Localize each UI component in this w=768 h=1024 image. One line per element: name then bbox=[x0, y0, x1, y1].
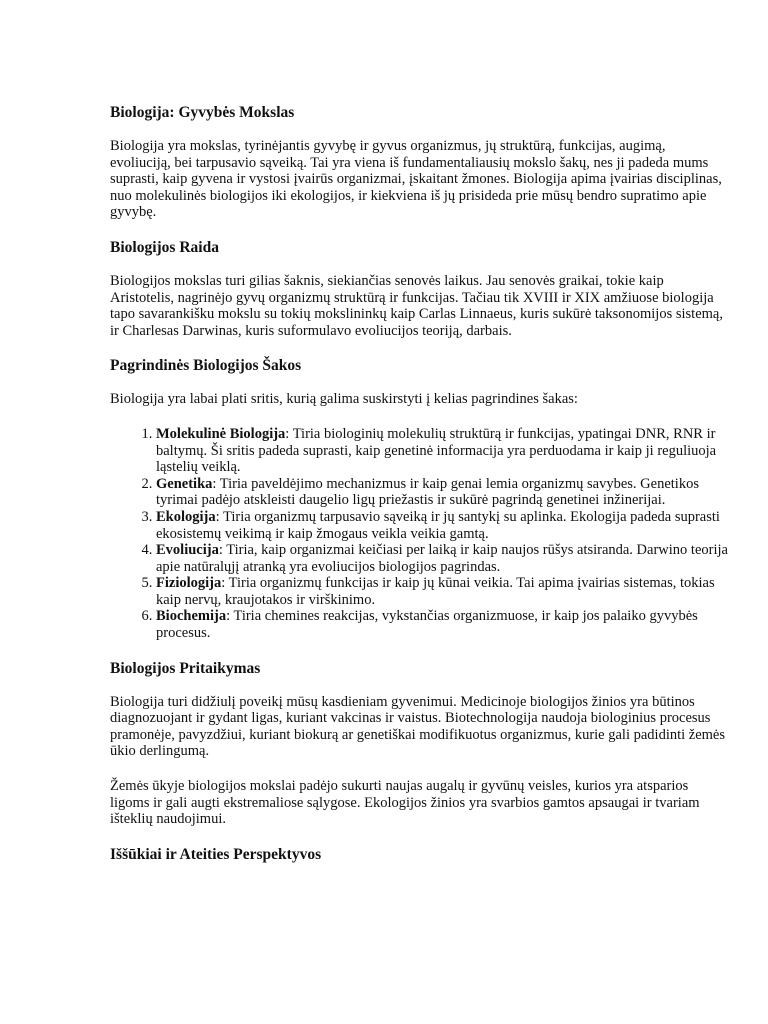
list-item-text: : Tiria biologinių molekulių struktūrą ir funkcijas, ypatingai DNR, RNR ir baltymų. Ši sritis padeda suprasti, kaip genetinė informacija yra perduodama ir kaip ji reguliuoja ląstelių veiklą. bbox=[156, 425, 717, 476]
document-page bbox=[110, 104, 728, 880]
branches-list bbox=[110, 426, 728, 642]
list-item-text: : Tiria paveldėjimo mechanizmus ir kaip genai lemia organizmų savybes. Genetikos tyrimai padėjo atskleisti daugelio ligų priežastis ir sukūrė pagrindą genetinei inžinerijai. bbox=[156, 475, 699, 509]
list-item-text: : Tiria organizmų funkcijas ir kaip jų kūnai veikia. Tai apima įvairias sistemas, tokias kaip nervų, kraujotakos ir virškinimo. bbox=[156, 575, 715, 608]
list-item bbox=[156, 608, 728, 641]
section-heading: Biologija: Gyvybės Mokslas bbox=[110, 104, 295, 121]
list-item-term: Biochemija bbox=[156, 608, 227, 625]
section-heading: Biologijos Pritaikymas bbox=[110, 659, 261, 677]
list-item-term: Molekulinė Biologija bbox=[156, 425, 286, 442]
section-heading: Iššūkiai ir Ateities Perspektyvos bbox=[110, 845, 322, 863]
list-item-text: : Tiria chemines reakcijas, vykstančias organizmuose, ir kaip jos palaiko gyvybės procesus. bbox=[156, 608, 698, 642]
list-item-term: Genetika bbox=[156, 475, 213, 492]
paragraph: Žemės ūkyje biologijos mokslai padėjo sukurti naujas augalų ir gyvūnų veisles, kurios yra atsparios ligoms ir gali augti ekstremaliose sąlygose. Ekologijos žinios yra svarbios gamtos apsaugai ir tvariam išteklių naudojimui. bbox=[110, 778, 700, 828]
list-item bbox=[156, 575, 728, 608]
paragraph: Biologijos mokslas turi gilias šaknis, siekiančias senovės laikus. Jau senovės graikai, tokie kaip Aristotelis, nagrinėjo gyvų organizmų struktūrą ir funkcijas. Tačiau tik XVIII ir XIX amžiuose biologija tapo savarankišku mokslu su tokių mokslininkų kaip Carlas Linnaeus, kuris sukūrė taksonomijos sistemą, ir Charlesas Darwinas, kuris suformulavo evoliucijos teoriją, darbais. bbox=[110, 272, 723, 339]
paragraph: Biologija yra mokslas, tyrinėjantis gyvybę ir gyvus organizmus, jų struktūrą, funkcijas, augimą, evoliuciją, bei tarpusavio sąveiką. Tai yra viena iš fundamentaliausių mokslo šakų, nes ji padeda mums suprasti, kaip gyvena ir vystosi įvairūs organizmai, įskaitant žmones. Biologija apima įvairias disciplinas, nuo molekulinės biologijos iki ekologijos, ir kiekviena iš jų prisideda prie mūsų bendro supratimo apie gyvybę. bbox=[110, 138, 722, 221]
section-heading: Biologijos Raida bbox=[110, 238, 219, 256]
list-item-text: : Tiria organizmų tarpusavio sąveiką ir jų santykį su aplinka. Ekologija padeda suprasti ekosistemų veikimą ir kaip žmogaus veikla veikia gamtą. bbox=[156, 508, 720, 542]
list-item bbox=[156, 542, 728, 575]
list-item bbox=[156, 509, 728, 542]
list-item-term: Fiziologija bbox=[156, 575, 222, 592]
list-item-term: Ekologija bbox=[156, 508, 216, 525]
list-item-term: Evoliucija bbox=[156, 542, 219, 559]
section-heading: Pagrindinės Biologijos Šakos bbox=[110, 357, 302, 375]
list-item-text: : Tiria, kaip organizmai keičiasi per laiką ir kaip naujos rūšys atsiranda. Darwino teorija apie natūralųjį atranką yra evoliucijos biologijos pagrindas. bbox=[156, 542, 728, 575]
list-item bbox=[156, 426, 728, 476]
paragraph: Biologija turi didžiulį poveikį mūsų kasdieniam gyvenimui. Medicinoje biologijos žinios yra būtinos diagnozuojant ir gydant ligas, kuriant vakcinas ir vaistus. Biotechnologija naudoja biologinius procesus pramonėje, pavyzdžiui, kuriant biokurą ar genetiškai modifikuotus organizmus, kurie gali padidinti žemės ūkio derlingumą. bbox=[110, 693, 726, 760]
paragraph: Biologija yra labai plati sritis, kurią galima suskirstyti į kelias pagrindines šakas: bbox=[110, 391, 578, 408]
list-item bbox=[156, 476, 728, 509]
